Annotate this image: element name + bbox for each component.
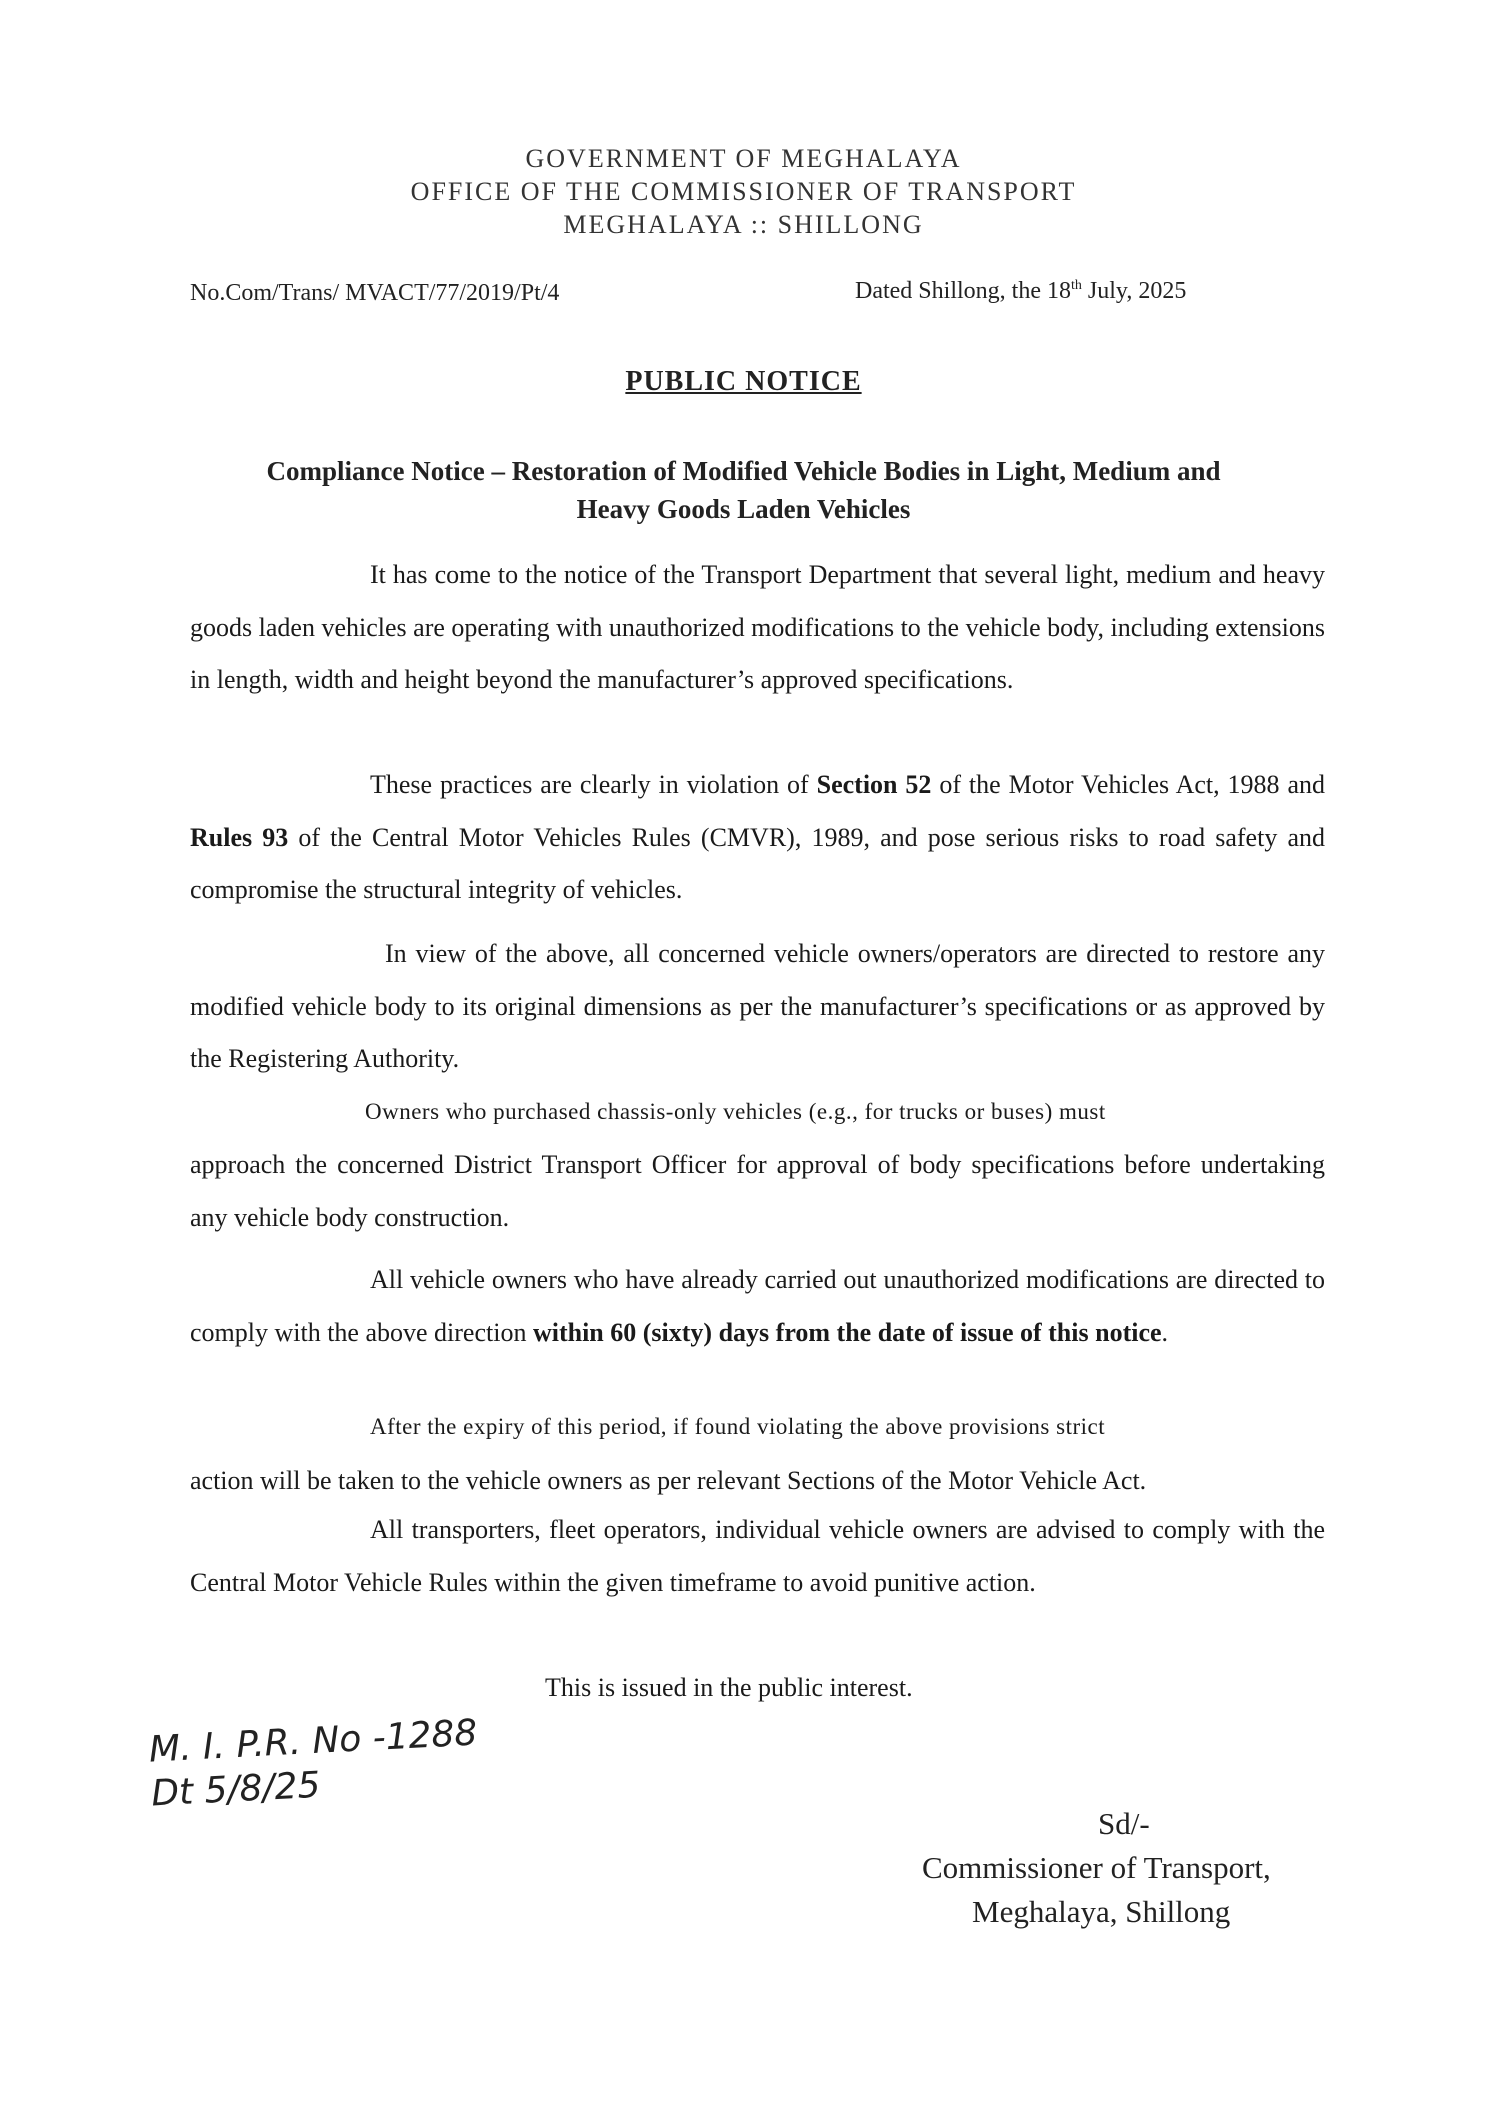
paragraph-8: This is issued in the public interest. [545,1673,913,1702]
p2-rules: Rules 93 [190,822,289,852]
p5-text-c: . [1161,1317,1169,1347]
subject [200,452,1287,528]
p2-text-c: of the Motor Vehicles Act, 1988 and [931,770,1325,799]
p2-text-a: These practices are clearly in violation of [370,770,817,799]
p5-text-a: All vehicle owners who have already carried out unauthorized modifications are directed to comply with the above direction [190,1265,1325,1347]
subject-line-1: Compliance Notice – Restoration of Modified Vehicle Bodies in Light, Medium and [266,456,1221,486]
subject-line-2: Heavy Goods Laden Vehicles [576,494,911,524]
handwritten-note [148,1711,481,1816]
paragraph-4-line-1: Owners who purchased chassis-only vehicles (e.g., for trucks or buses) must [365,1099,1106,1124]
paragraph-2 [190,759,1325,917]
header-office: OFFICE OF THE COMMISSIONER OF TRANSPORT [410,177,1077,206]
header-location: MEGHALAYA :: SHILLONG [563,210,924,239]
header-government: GOVERNMENT OF MEGHALAYA [525,144,962,173]
p2-text-e: of the Central Motor Vehicles Rules (CMVR), 1989, and pose serious risks to road safety and compromise the structural integrity of vehicles. [190,822,1325,904]
paragraph-1: It has come to the notice of the Transport Department that several light, medium and heavy goods laden vehicles are operating with unauthorized modifications to the vehicle body, including extensions in length, width and height beyond the manufacturer’s approved specifications. [190,560,1325,694]
paragraph-3: In view of the above, all concerned vehicle owners/operators are directed to restore any modified vehicle body to its original dimensions as per the manufacturer’s specifications or as approved by the Registering Authority. [190,939,1325,1073]
reference-number: No.Com/Trans/ MVACT/77/2019/Pt/4 [190,280,560,306]
paragraph-6-line-1: After the expiry of this period, if found violating the above provisions strict [370,1414,1106,1439]
signature-sd: Sd/- [1098,1806,1150,1841]
paragraph-6: action will be taken to the vehicle owners as per relevant Sections of the Motor Vehicle Act. [190,1466,1147,1495]
handwritten-line-2: Dt 5/8/25 [150,1764,322,1815]
date-prefix: Dated Shillong, the 18 [855,278,1071,304]
paragraph-7: All transporters, fleet operators, individual vehicle owners are advised to comply with the Central Motor Vehicle Rules within the given timeframe to avoid punitive action. [190,1515,1325,1597]
p5-deadline: within 60 (sixty) days from the date of issue of this notice [532,1317,1162,1347]
date-suffix: July, 2025 [1081,278,1187,304]
signature-place: Meghalaya, Shillong [972,1894,1231,1929]
date-sup: th [1070,278,1082,293]
paragraph-5 [190,1254,1325,1359]
reference-date [855,278,1186,305]
signature-title: Commissioner of Transport, [922,1850,1271,1885]
notice-title: PUBLIC NOTICE [625,366,862,397]
paragraph-4: approach the concerned District Transport Officer for approval of body specifications before undertaking any vehicle body construction. [190,1150,1325,1232]
handwritten-line-1: M. I. P.R. No -1288 [147,1712,479,1771]
p2-section: Section 52 [816,770,932,799]
